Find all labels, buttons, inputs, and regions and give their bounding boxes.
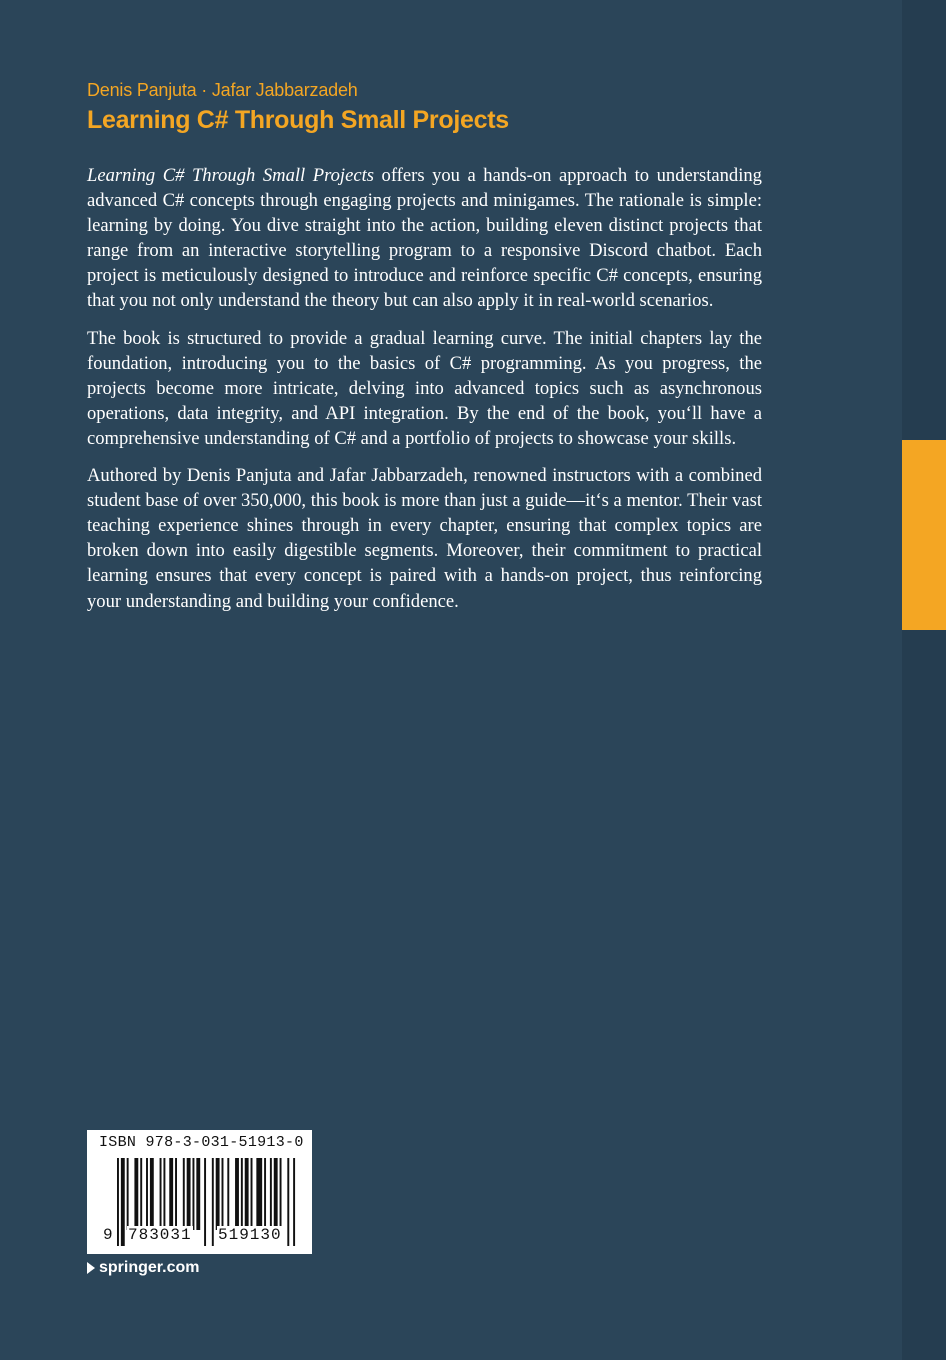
barcode-bar [146, 1158, 148, 1230]
barcode-bar [256, 1158, 262, 1230]
barcode-bar [140, 1158, 142, 1230]
barcode-bar [192, 1158, 194, 1230]
book-title: Learning C# Through Small Projects [87, 106, 509, 134]
publisher-link[interactable] [87, 1259, 199, 1277]
barcode-bar [264, 1158, 266, 1230]
publisher-url: springer.com [99, 1259, 200, 1276]
barcode-bar [293, 1158, 295, 1246]
ean-right-digits: 519130 [218, 1226, 282, 1244]
barcode-bar [227, 1158, 229, 1230]
barcode-bar [160, 1158, 162, 1230]
cover-edge [902, 0, 946, 1360]
barcode-bar [163, 1158, 165, 1230]
barcode-bar [183, 1158, 185, 1230]
barcode-bar [280, 1158, 282, 1230]
barcode-bar [245, 1158, 249, 1230]
description-paragraph-2: The book is structured to provide a gradual learning curve. The initial chapters lay the foundation, introducing you to the basics of C# programming. As you progress, the projects become more intricate, delving into advanced topics such as asynchronous operations, data integrity, and API integration. By the end of the book, you‘ll have a comprehensive understanding of C# and a portfolio of projects to showcase your skills. [87, 327, 762, 449]
barcode-bar [175, 1158, 177, 1230]
barcode-bar [235, 1158, 239, 1230]
arrow-right-icon [87, 1262, 95, 1274]
barcode-bar [216, 1158, 220, 1230]
barcode-bar [121, 1158, 125, 1246]
barcode-bar [251, 1158, 253, 1230]
barcode-bar [204, 1158, 206, 1246]
barcode-bar [274, 1158, 278, 1230]
barcode-bar [117, 1158, 119, 1246]
barcode-bar [150, 1158, 154, 1230]
description-paragraph-1 [87, 163, 762, 314]
barcode-bar [196, 1158, 200, 1230]
description-paragraph-3: Authored by Denis Panjuta and Jafar Jabbarzadeh, renowned instructors with a combined student base of over 350,000, this book is more than just a guide—it‘s a mentor. Their vast teaching experience shines through in every chapter, ensuring that complex topics are broken down into easily digestible segments. Moreover, their commitment to practical learning ensures that every concept is paired with a hands-on project, thus reinforcing your understanding and building your confidence. [87, 465, 762, 612]
barcode-bar [127, 1158, 129, 1230]
ean-left-digits: 783031 [128, 1226, 192, 1244]
barcode-bar [222, 1158, 224, 1230]
accent-tab [902, 440, 946, 630]
description-p1-text: offers you a hands-on approach to understanding advanced C# concepts through engaging projects and minigames. The rationale is simple: learning by doing. You dive straight into the action, building eleven distinct projects that range from an interactive storytelling program to a responsive Discord chatbot. Each project is meticulously designed to introduce and reinforce specific C# concepts, ensuring that you not only understand the theory but can also apply it in real-world scenarios. [87, 165, 762, 312]
barcode-bar [241, 1158, 243, 1230]
barcode-bar [270, 1158, 272, 1230]
barcode-bar [187, 1158, 191, 1230]
authors: Denis Panjuta · Jafar Jabbarzadeh [87, 80, 358, 100]
barcode-bar [169, 1158, 173, 1230]
barcode-bar [212, 1158, 214, 1246]
barcode-bar [134, 1158, 138, 1230]
isbn-label: ISBN 978-3-031-51913-0 [99, 1134, 304, 1151]
description [87, 163, 762, 626]
isbn-barcode [87, 1130, 312, 1254]
ean-first-digit: 9 [103, 1226, 113, 1244]
description-title-italic: Learning C# Through Small Projects [87, 165, 374, 186]
barcode-bar [287, 1158, 289, 1246]
